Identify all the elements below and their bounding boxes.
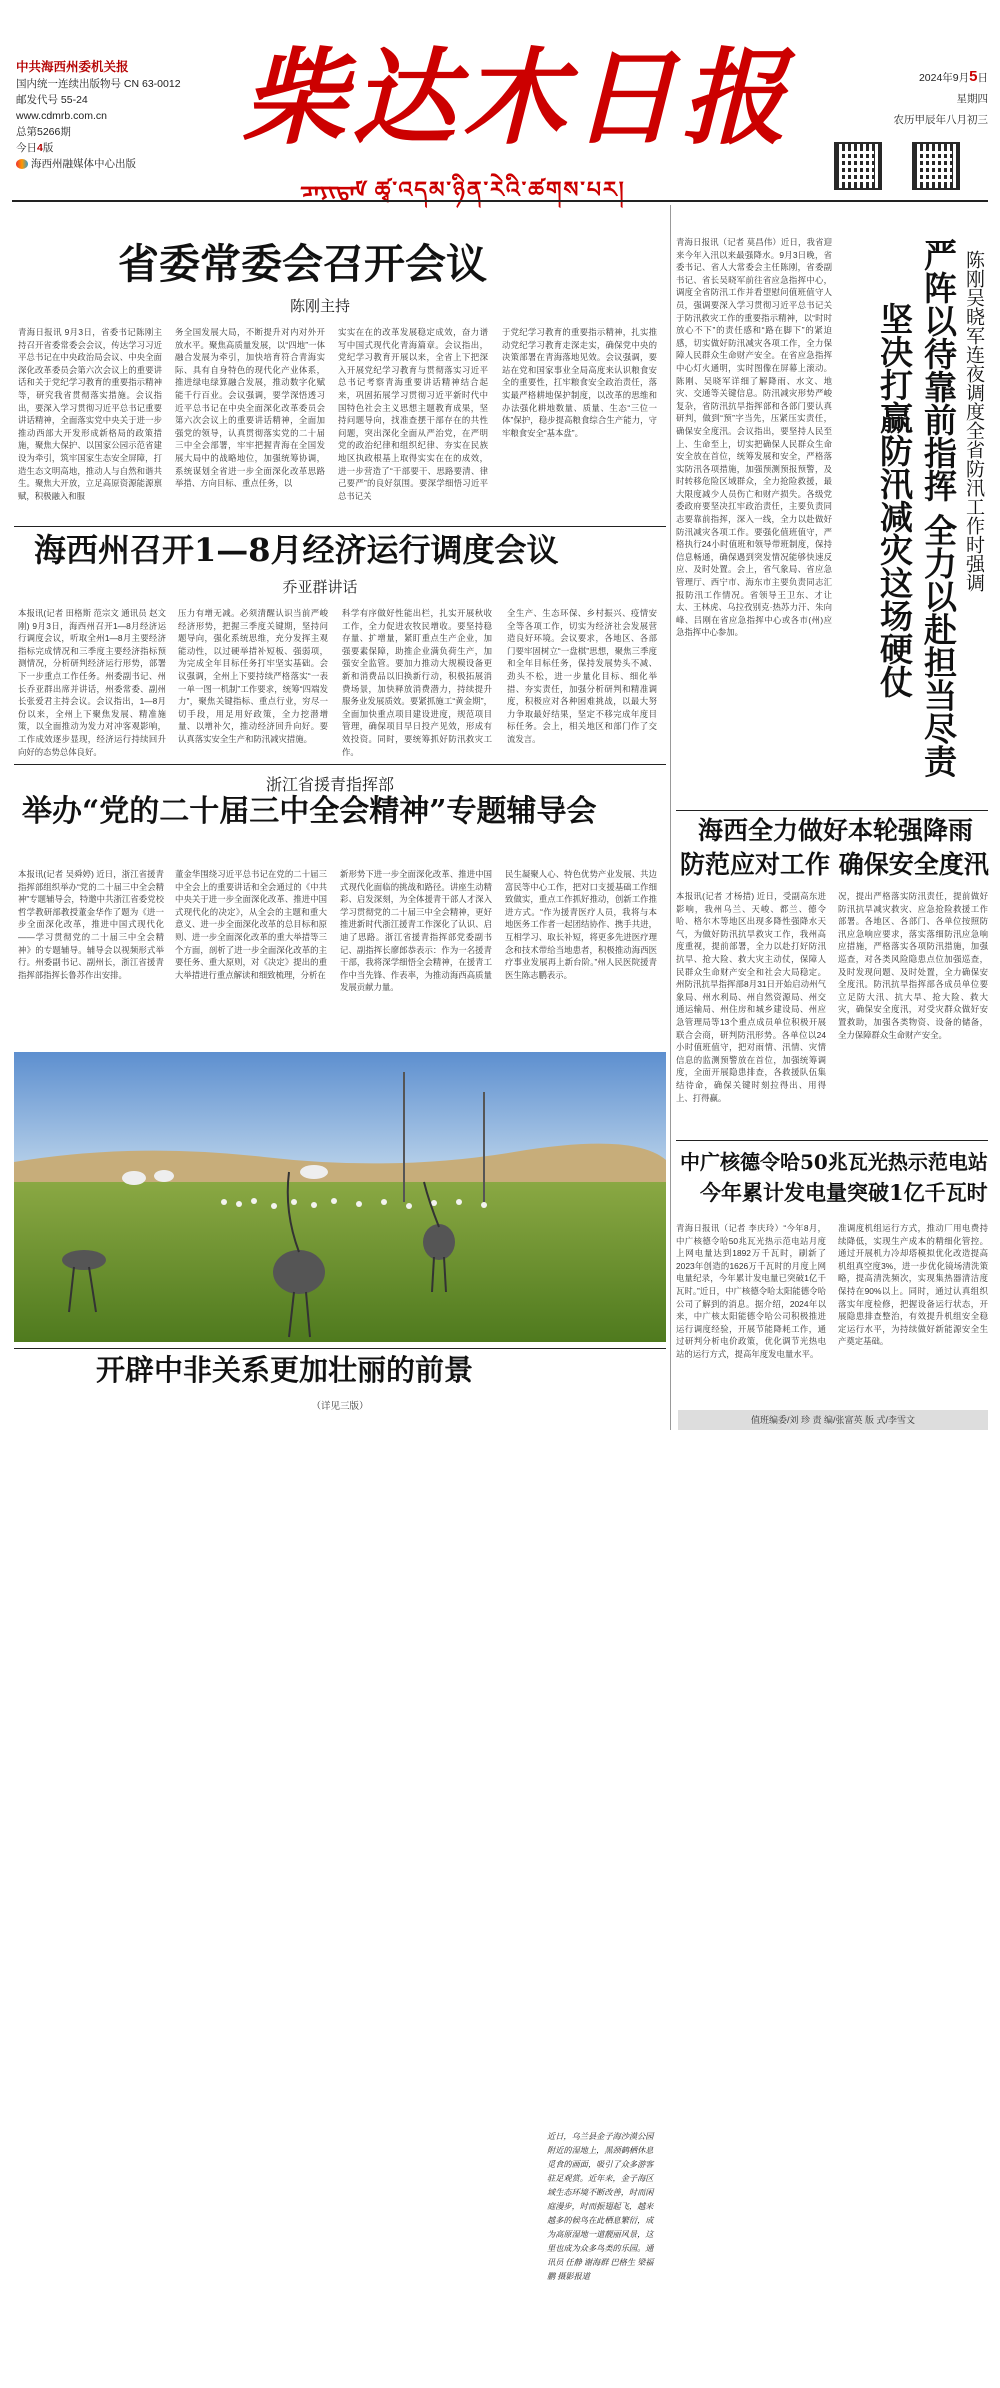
article2-col3: 科学有序做好性能出栏，扎实开展秋收工作，全力促进农牧民增收。要坚持稳存量、扩增量，紧盯重点生产企业，加强要素保障，助推企业满负荷生产，加强安全监管。要加力推动大规模设备更新和消费品以旧换新行动，积极拓展消费场景，加快释放消费潜力，持续提升服务业发展质效。要紧抓施工“黄金期”，全面加快重点项目建设进度，规范项目管理，确保项目早日投产见效，形成有效投资。同时，要统筹抓好防汛救灾工作。: [342, 608, 492, 757]
article3-title[interactable]: 举办“党的二十届三中全会精神”专题辅导会: [22, 794, 597, 829]
qr-code-icon[interactable]: [834, 142, 882, 190]
article2-col4: 全生产、生态环保、乡村振兴、疫情安全等各项工作，切实为经济社会发展营造良好环境。会议要求，各地区、各部门要牢固树立“一盘棋”思想，聚焦三季度和全年目标任务，保持发展势头不减、劲头不松，进一步量化目标、细化举措、夯实责任，加强分析研判和精准调度，积极应对各种困难挑战，以最大努力争取最好结果，坚定不移完成年度目标任务。会上，相关地区和部门作了交流发言。: [507, 608, 657, 744]
article2-col2: 压力有增无减。必须清醒认识当前严峻经济形势，把握三季度关键期，坚持问题导向，强化系统思维，充分发挥主观能动性，以过硬举措补短板、强弱项，为完成全年目标任务打牢坚实基础。会议强调，全州上下要持续严格落实“一表一单一图一机制”工作要求，统筹“四端发力”，聚焦关键指标、重点行业，穷尽一切手段，用足用好政策，全力挖潜增量、以增补欠，推动经济回升向好。要认真落实安全生产和防汛减灾措施。: [178, 608, 328, 744]
article3-col4: 民生凝聚人心、特色优势产业发展、共边富民等中心工作，把对口支援基础工作细致做实，重点工作抓好推动，创新工作推进方式。“作为援青医疗人员，我将与本地医务工作者一起团结协作、携手共进，互相学习、取长补短，将更多先进医疗理念和技术带给当地患者，积极推动海西医疗事业发展再上新台阶。”州人民医院援青医生陈志鹏表示。: [505, 869, 657, 980]
article3-col2: 董金华围绕习近平总书记在党的二十届三中全会上的重要讲话和全会通过的《中共中央关于进一步全面深化改革、推进中国式现代化的决定》，从全会的主题和重大意义、进一步全面深化改革的总目标和原则、进一步全面深化改革的重大举措等三个方面，剖析了进一步全面深化改革的主要任务、重大原则，对《决定》提出的重大举措进行重点解读和细致梳理，分析在: [175, 869, 327, 980]
right2-col1: 本报讯(记者 才杨措) 近日，受副高东进影响，我州乌兰、天峻、都兰、德令哈、格尔木等地区出现多降性强降水天气，为做好防汛抗旱救灾工作，我州高度重视，提前部署，全力以赴打好防汛抗旱、抢大险、救大灾主动仗，保障人民群众生命财产安全和社会大局稳定。州防汛抗旱指挥部8月31日开始启动州气象局、州水利局、州自然资源局、州交通运输局、州住房和城乡建设局、州应急管理局等13个重点成员单位积极开展联合会商，研判防汛形势。各单位以24小时值班值守，把对雨情、汛情、灾情信息的监测预警放在首位，加强统筹调度，全面开展隐患排查，各救援队伍集结待命，确保关键时刻拉得出、用得上、打得赢。: [676, 891, 826, 1103]
right2-title2[interactable]: 防范应对工作 确保安全度汛: [680, 850, 989, 879]
newspaper-logo-sub: ᠴᠠᠶᠢᠳᠠᠮ ཚྭ་འདམ་ཉིན་རེའི་ཚགས་པར།: [300, 177, 626, 203]
cn-number: 国内统一连续出版物号 CN 63-0012: [16, 78, 181, 90]
article1-col3: 实实在在的改革发展稳定成效，奋力谱写中国式现代化青海篇章。会议指出，党纪学习教育开展以来，全省上下把深入开展党纪学习教育与贯彻落实习近平总书记考察青海重要讲话精神结合起来，巩固拓展学习贯彻习近平新时代中国特色社会主义思想主题教育成果，坚持问题导向，找准查摆干部存在的共性问题，突出深化全面从严治党，在严明党的政治纪律和组织纪律、夯实在民族地区执政根基上取得实实在在的成效，进一步营造了“干部要干、思路要清、律己要严”的良好氛围。要深学细悟习近平总书记关: [338, 327, 488, 501]
article1-col1: 青海日报讯 9月3日，省委书记陈刚主持召开省委常委会会议，传达学习习近平总书记在中央政治局会议、中央全面深化改革委员会第六次会议上的重要讲话和关于党纪学习教育的重要指示精神等，研究我省贯彻落实措施。会议指出，要深入学习贯彻习近平总书记重要讲话精神，全面落实党中央关于进一步推动西部大开发形成新格局的政策措施，聚焦大保护、以国家公园示范省建设为牵引，筑牢国家生态安全屏障，打造生态文明高地，推动人与自然和谐共生。聚焦大开放，立足高原资源能源禀赋，积极融入和服: [18, 327, 162, 501]
masthead-info: [16, 58, 226, 172]
right2-col2: 况，提出严格落实防汛责任，提前做好防汛抗旱减灾救灾、应急抢险救援工作部署。各地区、各部门、各单位按照防汛应急响应要求，落实落细防汛应急响应措施，严格落实各项防汛措施，加强巡查，对各类风险隐患点位加强巡查，及时发现问题、及时处置，全力确保安全度汛。防汛抗旱指挥部各成员单位要立足防大汛、抗大旱、抢大险、救大灾，确保安全度汛，对受灾群众做好安置救助，加强各类物资、设备的储备，全力保障群众生命财产安全。: [838, 891, 988, 1040]
right1-title-b[interactable]: 坚决打赢防汛减灾这场硬仗: [875, 302, 914, 698]
qr-code-icon[interactable]: [912, 142, 960, 190]
date: 2024年9月5日: [918, 68, 988, 85]
org-name: 中共海西州委机关报: [16, 60, 129, 74]
weekday: 星期四: [956, 93, 988, 105]
right1-subtitle: 陈刚吴晓军连夜调度全省防汛工作时强调: [963, 250, 985, 592]
editor-footer: 值班编委/刘 珍 责 编/张富英 版 式/李雪文: [678, 1410, 988, 1430]
wetland-photo-icon: [14, 1052, 666, 1342]
see-page-3[interactable]: （详见三版）: [311, 1401, 369, 1412]
photo-caption: 近日，乌兰县金子海沙漠公园附近的湿地上，黑颈鹤栖休息觅食的画面，吸引了众多游客驻足观赏。近年来，金子海区域生态环境不断改善，时而闲庭漫步，时而振翅起飞，越来越多的候鸟在此栖息繁衍，成为高原湿地一道靓丽风景，这里也成为众多鸟类的乐园。通讯员 任静 谢海群 巴格生 梁福鹏 摄影报道: [539, 2124, 667, 2388]
article2-byline: 乔亚群讲话: [282, 579, 358, 596]
masthead-date: [858, 66, 988, 131]
right3-col2: 准调度机组运行方式，推动厂用电费持续降低，实现生产成本的精细化管控。通过开展机力冷却塔模拟优化改造提高机组真空度3%，进一步优化镜场清洗策略，提高清洗频次，实现集热器清洁度保持在90%以上。同时，通过认真组织落实年度检修，把握设备运行状态，开展隐患排查整治，有效提升机组安全稳定运行水平，为持续做好新能源安全生产奠定基础。: [838, 1223, 988, 1347]
publisher: 海西州融媒体中心出版: [16, 156, 226, 172]
article1-col2: 务全国发展大局，不断提升对内对外开放水平。聚焦高质量发展，以“四地”一体融合发展为牵引，加快培育符合青海实际、具有自身特色的现代化产业体系，推进绿电绿算融合发展，推动数字化赋能千行百业。会议强调，要学深悟透习近平总书记在中央全面深化改革委员会第六次会议上的重要讲话精神，全面加强党的领导，认真贯彻落实党的二十届三中全会部署，牢牢把握青海在全国发展大局中的战略地位，加强统筹协调，系统谋划全省进一步全面深化改革思路举措、方向目标、重点任务，以: [175, 327, 325, 489]
article1-byline: 陈刚主持: [289, 298, 350, 315]
right2-title[interactable]: 海西全力做好本轮强降雨: [698, 816, 974, 845]
article2-col1: 本报讯(记者 田格斯 范宗文 通讯员 赵文刚) 9月3日，海西州召开1—8月经济运行调度会议，听取全州1—8月主要经济指标完成情况和三季度主要经济指标预测情况，分析研判经济运行形势，部署下一步重点工作任务。州委副书记、州长乔亚群出席并讲话，州委常委、副州长张爱君主持会议。会议指出，1—8月份以来，全州上下聚焦发展、精准施策，以全面推动为发力对冲客观影响，工作成效逐步显现，经济运行持续回升向好的态势总体良好。: [18, 608, 166, 757]
issue-number: 总第5266期: [16, 126, 71, 138]
lunar-date: 农历甲辰年八月初三: [893, 114, 988, 126]
article3-col1: 本报讯(记者 吴舜婷) 近日，浙江省援青指挥部组织举办“党的二十届三中全会精神”专题辅导会，特邀中共浙江省委党校哲学教研部教授董金华作了题为《进一步全面深化改革，推进中国式现代化——学习贯彻党的二十届三中全会精神》的专题辅导。辅导会以视频形式举行。州委副书记、副州长，浙江省援青指挥部指挥长鲁苏作出安排。: [18, 869, 164, 980]
right3-title2[interactable]: 今年累计发电量突破1亿千瓦时: [700, 1180, 988, 1205]
article2-title[interactable]: 海西州召开1—8月经济运行调度会议: [34, 531, 559, 569]
article3-kicker: 浙江省援青指挥部: [265, 777, 394, 794]
right3-col1: 青海日报讯（记者 李庆玲）“今年8月，中广核德令哈50兆瓦光热示范电站月度上网电量达到1892万千瓦时，刷新了2023年创造的1626万千瓦时的月度上网电量纪录，今年累计发电量已突破1亿千瓦时。”近日，中广核德令哈太阳能德令哈公司了解到的消息。据介绍，2024年以来，中广核太阳能德令哈公司积极推进运行调度经验，开展节能降耗工作，通过研判分析电价政策，优化调节光热电站的运行方式，提高年度发电量水平。: [676, 1223, 826, 1359]
post-code: 邮发代号 55-24: [16, 94, 88, 106]
right1-col: 青海日报讯（记者 莫昌伟）近日，我省迎来今年入汛以来最强降水。9月3日晚，省委书记、省人大常委会主任陈刚，省委副书记、省长吴晓军前往省应急指挥中心，调度全省防汛工作并看望慰问值班值守人员，强调要深入学习贯彻习近平总书记关于防汛救灾工作的重要指示精神，以“时时放心不下”的责任感和“路在脚下”的紧迫感，切实做好防汛减灾各项工作，全力保障人民群众生命财产安全。在省应急指挥中心灯火通明，实时图像在屏幕上滚动。陈刚、吴晓军详细了解降雨、水文、地灾、交通等关键信息。防汛减灾形势严峻复杂，省防汛抗旱指挥部和各部门要认真研判，做到“预”字当先，压紧压实责任，确保安全度汛。会议指出，要坚持人民至上、生命至上，切实把确保人民群众生命安全放在首位，统筹发展和安全，严格落实防汛各项措施，加强预测预报预警，及时转移危险区域群众，全力抢险救援，最大限度减少人员伤亡和财产损失。各级党委政府要坚决扛牢政治责任，主要负责同志要靠前指挥，深入一线，全力以赴做好防汛减灾各项工作。要强化值班值守，严格执行24小时值班和领导带班制度，保持信息畅通，确保遇到突发情况能够快速反应、及时处置。会上，省气象局、省应急管理厅、西宁市、海东市主要负责同志汇报防汛工作情况。省领导王卫东、才让太、王林虎、乌拉孜别克·热苏力汗、朱向峰、吕刚在省应急指挥中心或各市(州)应急指挥中心参加。: [676, 237, 832, 638]
right1-title-a[interactable]: 严阵以待靠前指挥 全力以赴担当尽责: [919, 238, 958, 778]
publisher-logo-icon: [16, 159, 28, 169]
right3-title[interactable]: 中广核德令哈50兆瓦光热示范电站: [680, 1150, 988, 1174]
article3-col3: 新形势下进一步全面深化改革、推进中国式现代化面临的挑战和路径。讲座生动精彩、启发深刻，为全体援青干部人才深入学习贯彻党的二十届三中全会精神，更好推进新时代浙江援青工作深化了认识、启迪了思路。浙江省援青指挥部党委副书记、副指挥长廖郎恭表示：作为一名援青干部，我将深学细悟全会精神，在援青工作中当先锋、作表率，为推动海西高质量发展贡献力量。: [340, 869, 492, 993]
article1-col4: 于党纪学习教育的重要指示精神，扎实推动党纪学习教育走深走实，确保党中央的决策部署在青海落地见效。会议强调，要站在党和国家事业全局高度来认识粮食安全的重要性，扛牢粮食安全政治责任，落实最严格耕地保护制度，以改革的思维和办法强化耕地数量、质量、生态“三位一体”保护，稳步提高粮食综合生产能力，守牢粮食安全“基本盘”。: [502, 327, 657, 438]
page-count: 今日4版: [16, 142, 54, 154]
article1-title[interactable]: 省委常委会召开会议: [118, 240, 487, 288]
newspaper-logo: 柴达木日报: [242, 36, 793, 159]
website[interactable]: www.cdmrb.com.cn: [16, 110, 108, 122]
banner-title[interactable]: 开辟中非关系更加壮丽的前景: [96, 1353, 474, 1387]
